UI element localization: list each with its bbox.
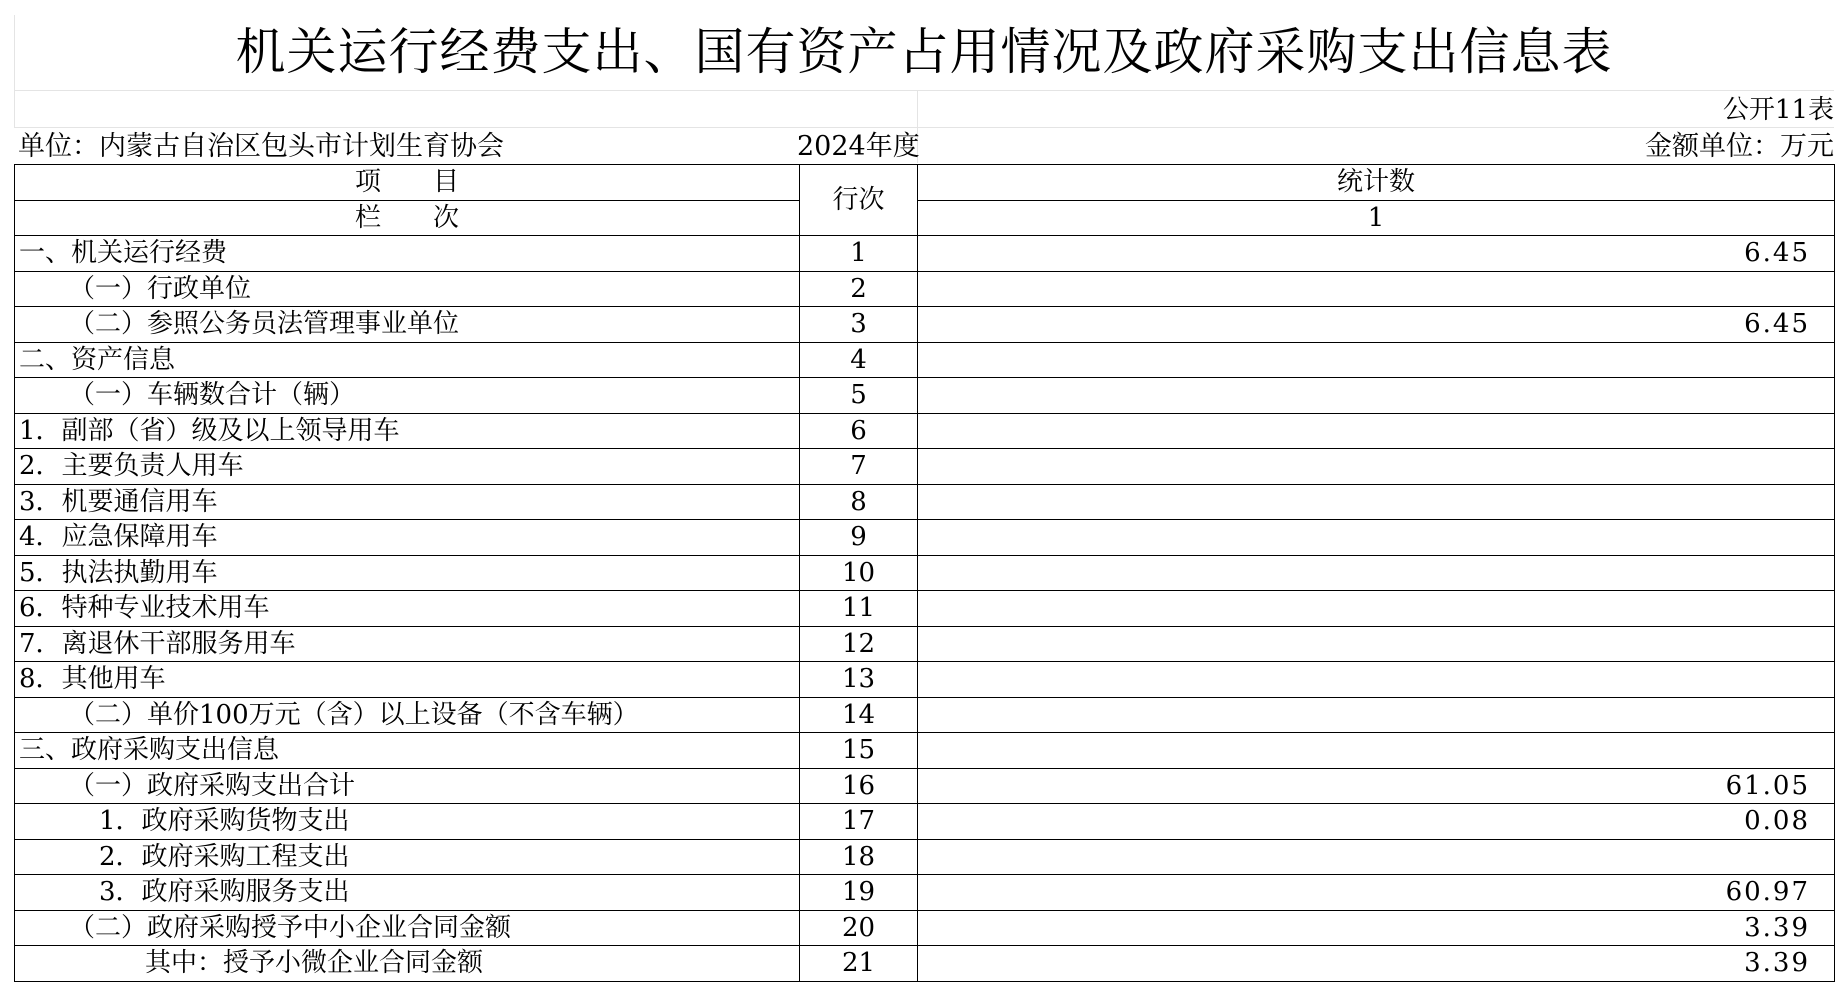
row-label: 4．应急保障用车 [15, 520, 800, 556]
row-number: 3 [800, 307, 918, 343]
form-number: 公开11表 [1722, 95, 1834, 125]
row-label: （一）车辆数合计（辆） [15, 378, 800, 414]
row-label: 3．机要通信用车 [15, 484, 800, 520]
header-row [15, 200, 1835, 236]
spreadsheet [14, 14, 1834, 982]
year-label: 2024年度 [797, 131, 920, 162]
row-value: 3.39 [918, 946, 1835, 982]
row-label: 其中：授予小微企业合同金额 [15, 946, 800, 982]
table-row [15, 768, 1835, 804]
row-value [918, 662, 1835, 698]
row-label: （二）单价100万元（含）以上设备（不含车辆） [15, 697, 800, 733]
table-row [15, 342, 1835, 378]
amount-unit-label: 金额单位：万元 [1645, 131, 1834, 162]
row-value: 0.08 [918, 804, 1835, 840]
table-row [15, 946, 1835, 982]
row-label: 2．政府采购工程支出 [15, 839, 800, 875]
table-row [15, 733, 1835, 769]
row-number: 8 [800, 484, 918, 520]
row-number: 4 [800, 342, 918, 378]
table-row [15, 236, 1835, 272]
table-row [15, 910, 1835, 946]
row-value [918, 733, 1835, 769]
row-value [918, 342, 1835, 378]
row-number: 20 [800, 910, 918, 946]
row-number: 1 [800, 236, 918, 272]
table-row [15, 804, 1835, 840]
row-label: 3．政府采购服务支出 [15, 875, 800, 911]
row-number: 5 [800, 378, 918, 414]
row-value [918, 520, 1835, 556]
header-column: 栏 次 [15, 200, 800, 236]
row-label: 6．特种专业技术用车 [15, 591, 800, 627]
table-row [15, 662, 1835, 698]
table-row [15, 307, 1835, 343]
row-number: 16 [800, 768, 918, 804]
header-stat-col: 1 [918, 200, 1835, 236]
row-number: 21 [800, 946, 918, 982]
table-row [15, 555, 1835, 591]
header-item: 项 目 [15, 165, 800, 201]
data-table [14, 164, 1835, 982]
row-label: （二）政府采购授予中小企业合同金额 [15, 910, 800, 946]
row-number: 10 [800, 555, 918, 591]
table-row [15, 697, 1835, 733]
meta-row-form [14, 91, 1834, 128]
row-value [918, 449, 1835, 485]
row-label: （二）参照公务员法管理事业单位 [15, 307, 800, 343]
row-label: 1．政府采购货物支出 [15, 804, 800, 840]
row-value [918, 555, 1835, 591]
table-row [15, 875, 1835, 911]
header-row [15, 165, 1835, 201]
header-stat: 统计数 [918, 165, 1835, 201]
table-row [15, 449, 1835, 485]
table-row [15, 413, 1835, 449]
row-value [918, 697, 1835, 733]
row-number: 7 [800, 449, 918, 485]
row-label: （一）政府采购支出合计 [15, 768, 800, 804]
row-value [918, 271, 1835, 307]
row-value [918, 484, 1835, 520]
table-row [15, 839, 1835, 875]
row-value: 61.05 [918, 768, 1835, 804]
row-number: 9 [800, 520, 918, 556]
row-value [918, 413, 1835, 449]
row-number: 2 [800, 271, 918, 307]
row-label: 1．副部（省）级及以上领导用车 [15, 413, 800, 449]
row-value: 6.45 [918, 307, 1835, 343]
row-label: 三、政府采购支出信息 [15, 733, 800, 769]
row-value [918, 626, 1835, 662]
table-row [15, 591, 1835, 627]
row-number: 18 [800, 839, 918, 875]
row-number: 17 [800, 804, 918, 840]
row-label: 5．执法执勤用车 [15, 555, 800, 591]
header-row-no: 行次 [800, 165, 918, 236]
row-value: 6.45 [918, 236, 1835, 272]
table-row [15, 520, 1835, 556]
row-number: 6 [800, 413, 918, 449]
row-number: 13 [800, 662, 918, 698]
row-label: 二、资产信息 [15, 342, 800, 378]
row-number: 15 [800, 733, 918, 769]
row-value: 60.97 [918, 875, 1835, 911]
table-row [15, 271, 1835, 307]
row-number: 14 [800, 697, 918, 733]
row-number: 11 [800, 591, 918, 627]
grid-line [14, 15, 15, 127]
row-label: 一、机关运行经费 [15, 236, 800, 272]
unit-label: 单位：内蒙古自治区包头市计划生育协会 [18, 131, 504, 162]
table-row [15, 378, 1835, 414]
row-value: 3.39 [918, 910, 1835, 946]
row-number: 12 [800, 626, 918, 662]
row-value [918, 839, 1835, 875]
row-label: 7．离退休干部服务用车 [15, 626, 800, 662]
row-label: （一）行政单位 [15, 271, 800, 307]
row-value [918, 378, 1835, 414]
table-row [15, 626, 1835, 662]
meta-row-unit [14, 128, 1834, 164]
row-number: 19 [800, 875, 918, 911]
row-label: 8．其他用车 [15, 662, 800, 698]
table-title: 机关运行经费支出、国有资产占用情况及政府采购支出信息表 [14, 14, 1834, 91]
row-label: 2．主要负责人用车 [15, 449, 800, 485]
row-value [918, 591, 1835, 627]
table-row [15, 484, 1835, 520]
